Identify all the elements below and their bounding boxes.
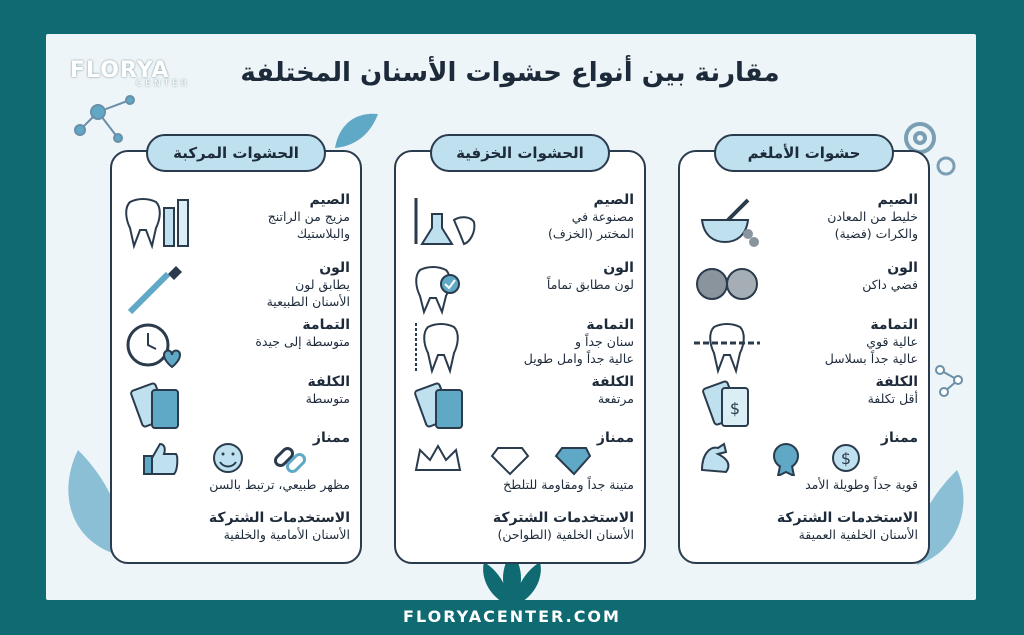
- row-label: الاستخدمات الشتركة: [776, 510, 918, 526]
- coin-icon: [833, 445, 859, 471]
- row-uses: [686, 510, 918, 570]
- row-value: مزيج من الراتنج والبلاستيك: [267, 209, 350, 241]
- row-value: الأسنان الخلفية العميقة: [798, 527, 918, 542]
- row-durability: [402, 317, 634, 377]
- row-cost: [118, 374, 350, 434]
- brand-sub: CENTER: [135, 79, 190, 89]
- row-value: خليط من المعادن والكرات (فضية): [827, 209, 918, 241]
- card-amalgam: [678, 144, 930, 564]
- metal-balls-icon: [692, 262, 762, 318]
- row-color: [686, 260, 918, 320]
- row-value: مصنوعة في المختبر (الخزف): [548, 209, 634, 241]
- card-header: حشوات الأملغم: [714, 134, 894, 172]
- price-tag-icon: [408, 376, 478, 432]
- thumbs-up-icon: [144, 444, 177, 474]
- svg-text:$: $: [729, 399, 741, 418]
- row-label: ممناز: [880, 430, 918, 446]
- row-label: الكلفة: [307, 374, 350, 390]
- row-durability: [686, 317, 918, 377]
- diamond-icon: [556, 448, 590, 474]
- row-value: يطابق لون الأسنان الطبيعية: [266, 277, 350, 309]
- clock-heart-icon: [124, 319, 194, 375]
- row-value: متوسطة: [305, 391, 350, 406]
- badge-icon: [774, 444, 798, 476]
- row-material: [402, 192, 634, 252]
- chained-tooth-icon: [692, 319, 762, 375]
- row-label: الصيم: [309, 192, 350, 208]
- link-icon: [273, 446, 306, 473]
- row-value: لون مطابق تماماً: [546, 277, 634, 292]
- row-value: قوية جداً وطويلة الأمد: [805, 477, 918, 492]
- tooth-tubes-icon: [124, 194, 194, 250]
- row-label: الون: [603, 260, 634, 276]
- row-label: الصيم: [593, 192, 634, 208]
- brand-name: FLORYA: [70, 58, 170, 83]
- row-uses: [402, 510, 634, 570]
- row-material: [686, 192, 918, 252]
- row-value: مظهر طبيعي، ترتبط بالسن: [209, 477, 350, 492]
- row-advantages: [118, 430, 350, 500]
- page-title: مقارنة بين أنواع حشوات الأسنان المختلفة: [240, 58, 780, 88]
- row-value: الأسنان الخلفية (الطواحن): [497, 527, 634, 542]
- row-label: الكلفة: [875, 374, 918, 390]
- row-durability: [118, 317, 350, 377]
- row-value: فضي داكن: [862, 277, 918, 292]
- mortar-icon: [692, 194, 762, 250]
- row-material: [118, 192, 350, 252]
- row-label: الكلفة: [591, 374, 634, 390]
- row-label: الون: [887, 260, 918, 276]
- row-label: التمامة: [586, 317, 634, 333]
- row-value: عالية قوي عالية جداً بسلاسل: [824, 334, 918, 366]
- card-composite: [110, 144, 362, 564]
- row-value: سنان جداً و عالية جداً وامل طويل: [523, 334, 634, 366]
- row-advantages: [686, 430, 918, 500]
- muscle-icon: [702, 444, 728, 472]
- card-header: الحشوات المركبة: [146, 134, 326, 172]
- row-advantages: [402, 430, 634, 500]
- row-color: [118, 260, 350, 320]
- row-cost: [402, 374, 634, 434]
- row-label: ممناز: [596, 430, 634, 446]
- row-value: أقل تكلفة: [867, 391, 918, 406]
- tooth-check-icon: [408, 262, 478, 318]
- website-url: FLORYACENTER.COM: [403, 607, 621, 626]
- advantages-icons: [412, 440, 592, 476]
- lab-tools-icon: [408, 194, 478, 250]
- row-value: مرتفعة: [597, 391, 634, 406]
- row-label: الاستخدمات الشتركة: [492, 510, 634, 526]
- row-label: الصيم: [877, 192, 918, 208]
- row-label: الاستخدمات الشتركة: [208, 510, 350, 526]
- card-header: الحشوات الخزفية: [430, 134, 610, 172]
- brush-icon: [124, 262, 194, 318]
- brand-logo: [70, 58, 190, 98]
- smile-icon: [214, 444, 242, 472]
- row-value: الأسنان الأمامية والخلفية: [223, 527, 350, 542]
- row-value: متينة جداً ومقاومة للتلطخ: [503, 477, 634, 492]
- molecule-icon: [60, 90, 150, 150]
- molecule-small-icon: [930, 360, 970, 400]
- row-value: متوسطة إلى جيدة: [255, 334, 350, 349]
- row-label: التمامة: [302, 317, 350, 333]
- row-cost: [686, 374, 918, 434]
- row-color: [402, 260, 634, 320]
- diamond-icon: [492, 448, 528, 474]
- price-tag-icon: [124, 376, 194, 432]
- crown-icon: [416, 446, 460, 470]
- price-tag-icon: [692, 376, 762, 432]
- row-uses: [118, 510, 350, 570]
- row-label: ممناز: [312, 430, 350, 446]
- svg-text:$: $: [840, 449, 852, 468]
- row-label: الون: [319, 260, 350, 276]
- advantages-icons: [142, 440, 312, 476]
- advantages-icons: [696, 440, 866, 476]
- tall-tooth-icon: [408, 319, 478, 375]
- row-label: التمامة: [870, 317, 918, 333]
- leaf-top-icon: [330, 110, 380, 150]
- card-ceramic: [394, 144, 646, 564]
